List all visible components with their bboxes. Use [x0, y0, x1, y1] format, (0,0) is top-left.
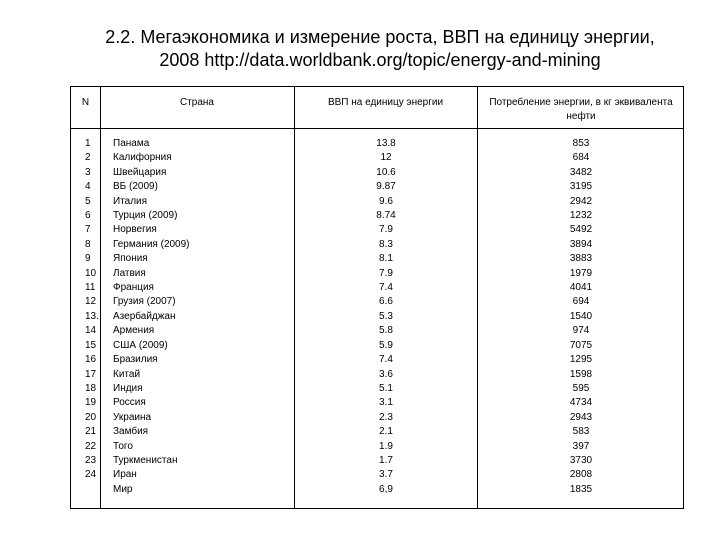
cell-gdp: 8.3 — [379, 238, 393, 250]
cell-country: ВБ (2009) — [113, 181, 158, 193]
cell-gdp: 3.6 — [379, 368, 393, 380]
header-num: N — [81, 97, 90, 108]
cell-country: Латвия — [113, 267, 146, 279]
cell-consumption: 1979 — [569, 267, 593, 279]
cell-country: Норвегия — [113, 224, 157, 236]
cell-country: Иран — [113, 469, 137, 481]
cell-num: 3 — [85, 166, 91, 178]
cell-gdp: 5.8 — [379, 325, 393, 337]
cell-gdp: 3.1 — [379, 397, 393, 409]
cell-consumption: 595 — [572, 382, 590, 394]
cell-gdp: 8.1 — [379, 253, 393, 265]
cell-num: 1 — [85, 138, 91, 149]
table-header-divider — [71, 128, 683, 129]
cell-consumption: 2808 — [569, 469, 593, 481]
cell-country: Грузия (2007) — [113, 296, 176, 308]
cell-country: Индия — [113, 382, 143, 394]
cell-country: Азербайджан — [113, 310, 176, 322]
table-divider-country — [294, 87, 295, 508]
cell-num: 12 — [85, 296, 97, 308]
cell-country: Украина — [113, 411, 152, 423]
cell-gdp: 9.87 — [376, 181, 396, 193]
cell-gdp: 12 — [380, 152, 392, 164]
cell-num: 9 — [85, 253, 91, 265]
cell-country: Замбия — [113, 426, 149, 438]
cell-num: 15 — [85, 339, 97, 351]
cell-num: 13. — [85, 310, 99, 322]
cell-consumption: 3482 — [569, 166, 593, 178]
cell-num: 14 — [85, 325, 97, 337]
cell-gdp: 5.3 — [379, 310, 393, 322]
cell-consumption: 7075 — [569, 339, 593, 351]
page-title — [60, 26, 700, 72]
cell-consumption: 974 — [572, 325, 590, 337]
cell-num: 16 — [85, 354, 97, 366]
header-gdp: ВВП на единицу энергии — [327, 97, 444, 108]
cell-gdp: 1.9 — [379, 440, 393, 452]
column-gdp — [326, 137, 446, 497]
cell-gdp: 5.1 — [379, 382, 393, 394]
cell-gdp: 9.6 — [379, 195, 393, 207]
cell-consumption: 1540 — [569, 310, 593, 322]
cell-gdp: 2.1 — [379, 426, 393, 438]
cell-gdp: 8.74 — [376, 210, 396, 222]
cell-num: 22 — [85, 440, 97, 452]
title-line-1: 2.2. Мегаэкономика и измерение роста, ВВП на единицу энергии, — [105, 27, 655, 47]
cell-consumption: 853 — [572, 138, 590, 149]
cell-consumption: 5492 — [569, 224, 593, 236]
cell-gdp: 7.4 — [379, 354, 393, 366]
cell-gdp: 2.3 — [379, 411, 393, 423]
cell-gdp: 7.9 — [379, 224, 393, 236]
column-country — [113, 137, 263, 497]
cell-gdp: 6,9 — [379, 483, 393, 495]
cell-country: Россия — [113, 397, 146, 409]
cell-country: Панама — [113, 138, 150, 149]
cell-num: 6 — [85, 210, 91, 222]
cell-country: Китай — [113, 368, 141, 380]
cell-country: Германия (2009) — [113, 238, 190, 250]
cell-num: 19 — [85, 397, 97, 409]
cell-consumption: 583 — [572, 426, 590, 438]
cell-consumption: 1598 — [569, 368, 593, 380]
cell-consumption: 3730 — [569, 454, 593, 466]
cell-gdp: 7.9 — [379, 267, 393, 279]
cell-country: Мир — [113, 483, 133, 495]
cell-num: 4 — [85, 181, 91, 193]
cell-country: Калифорния — [113, 152, 172, 164]
cell-consumption: 4041 — [569, 282, 593, 294]
cell-gdp: 10.6 — [376, 166, 396, 178]
cell-num: 20 — [85, 411, 97, 423]
cell-num: 21 — [85, 426, 97, 438]
header-consumption: Потребление энергии, в кг эквивалента нефти — [489, 97, 673, 122]
cell-consumption: 1232 — [569, 210, 593, 222]
cell-consumption: 2942 — [569, 195, 593, 207]
cell-consumption: 3883 — [569, 253, 593, 265]
cell-country: Франция — [113, 282, 154, 294]
cell-gdp: 13.8 — [376, 138, 396, 149]
cell-gdp: 1.7 — [379, 454, 393, 466]
cell-consumption: 684 — [572, 152, 590, 164]
cell-num: 10 — [85, 267, 97, 279]
cell-country: Того — [113, 440, 133, 452]
cell-gdp: 6.6 — [379, 296, 393, 308]
table-divider-gdp — [477, 87, 478, 508]
cell-num: 23 — [85, 454, 97, 466]
cell-gdp: 5.9 — [379, 339, 393, 351]
cell-consumption: 1835 — [569, 483, 593, 495]
cell-num: 2 — [85, 152, 91, 164]
cell-consumption: 3195 — [569, 181, 593, 193]
cell-num: 17 — [85, 368, 97, 380]
cell-num: 11 — [85, 282, 96, 294]
cell-num: 5 — [85, 195, 91, 207]
data-table — [70, 86, 684, 509]
cell-num: 18 — [85, 382, 97, 394]
cell-country: США (2009) — [113, 339, 168, 351]
header-country: Страна — [179, 97, 214, 108]
cell-country: Швейцария — [113, 166, 167, 178]
cell-consumption: 4734 — [569, 397, 593, 409]
title-line-2: 2008 http://data.worldbank.org/topic/energy-and-mining — [159, 50, 601, 70]
cell-num: 7 — [85, 224, 91, 236]
cell-consumption: 397 — [572, 440, 590, 452]
cell-consumption: 2943 — [569, 411, 593, 423]
cell-country: Италия — [113, 195, 148, 207]
cell-country: Япония — [113, 253, 148, 265]
cell-country: Туркменистан — [113, 454, 178, 466]
cell-consumption: 3894 — [569, 238, 593, 250]
column-num — [85, 137, 109, 497]
cell-country: Турция (2009) — [113, 210, 178, 222]
cell-consumption: 694 — [572, 296, 590, 308]
cell-country: Армения — [113, 325, 155, 337]
cell-gdp: 7.4 — [379, 282, 393, 294]
cell-num: 24 — [85, 469, 97, 481]
cell-gdp: 3.7 — [379, 469, 393, 481]
cell-consumption: 1295 — [569, 354, 593, 366]
cell-country: Бразилия — [113, 354, 158, 366]
column-consumption — [491, 137, 671, 497]
cell-num — [85, 483, 109, 497]
cell-num: 8 — [85, 238, 91, 250]
